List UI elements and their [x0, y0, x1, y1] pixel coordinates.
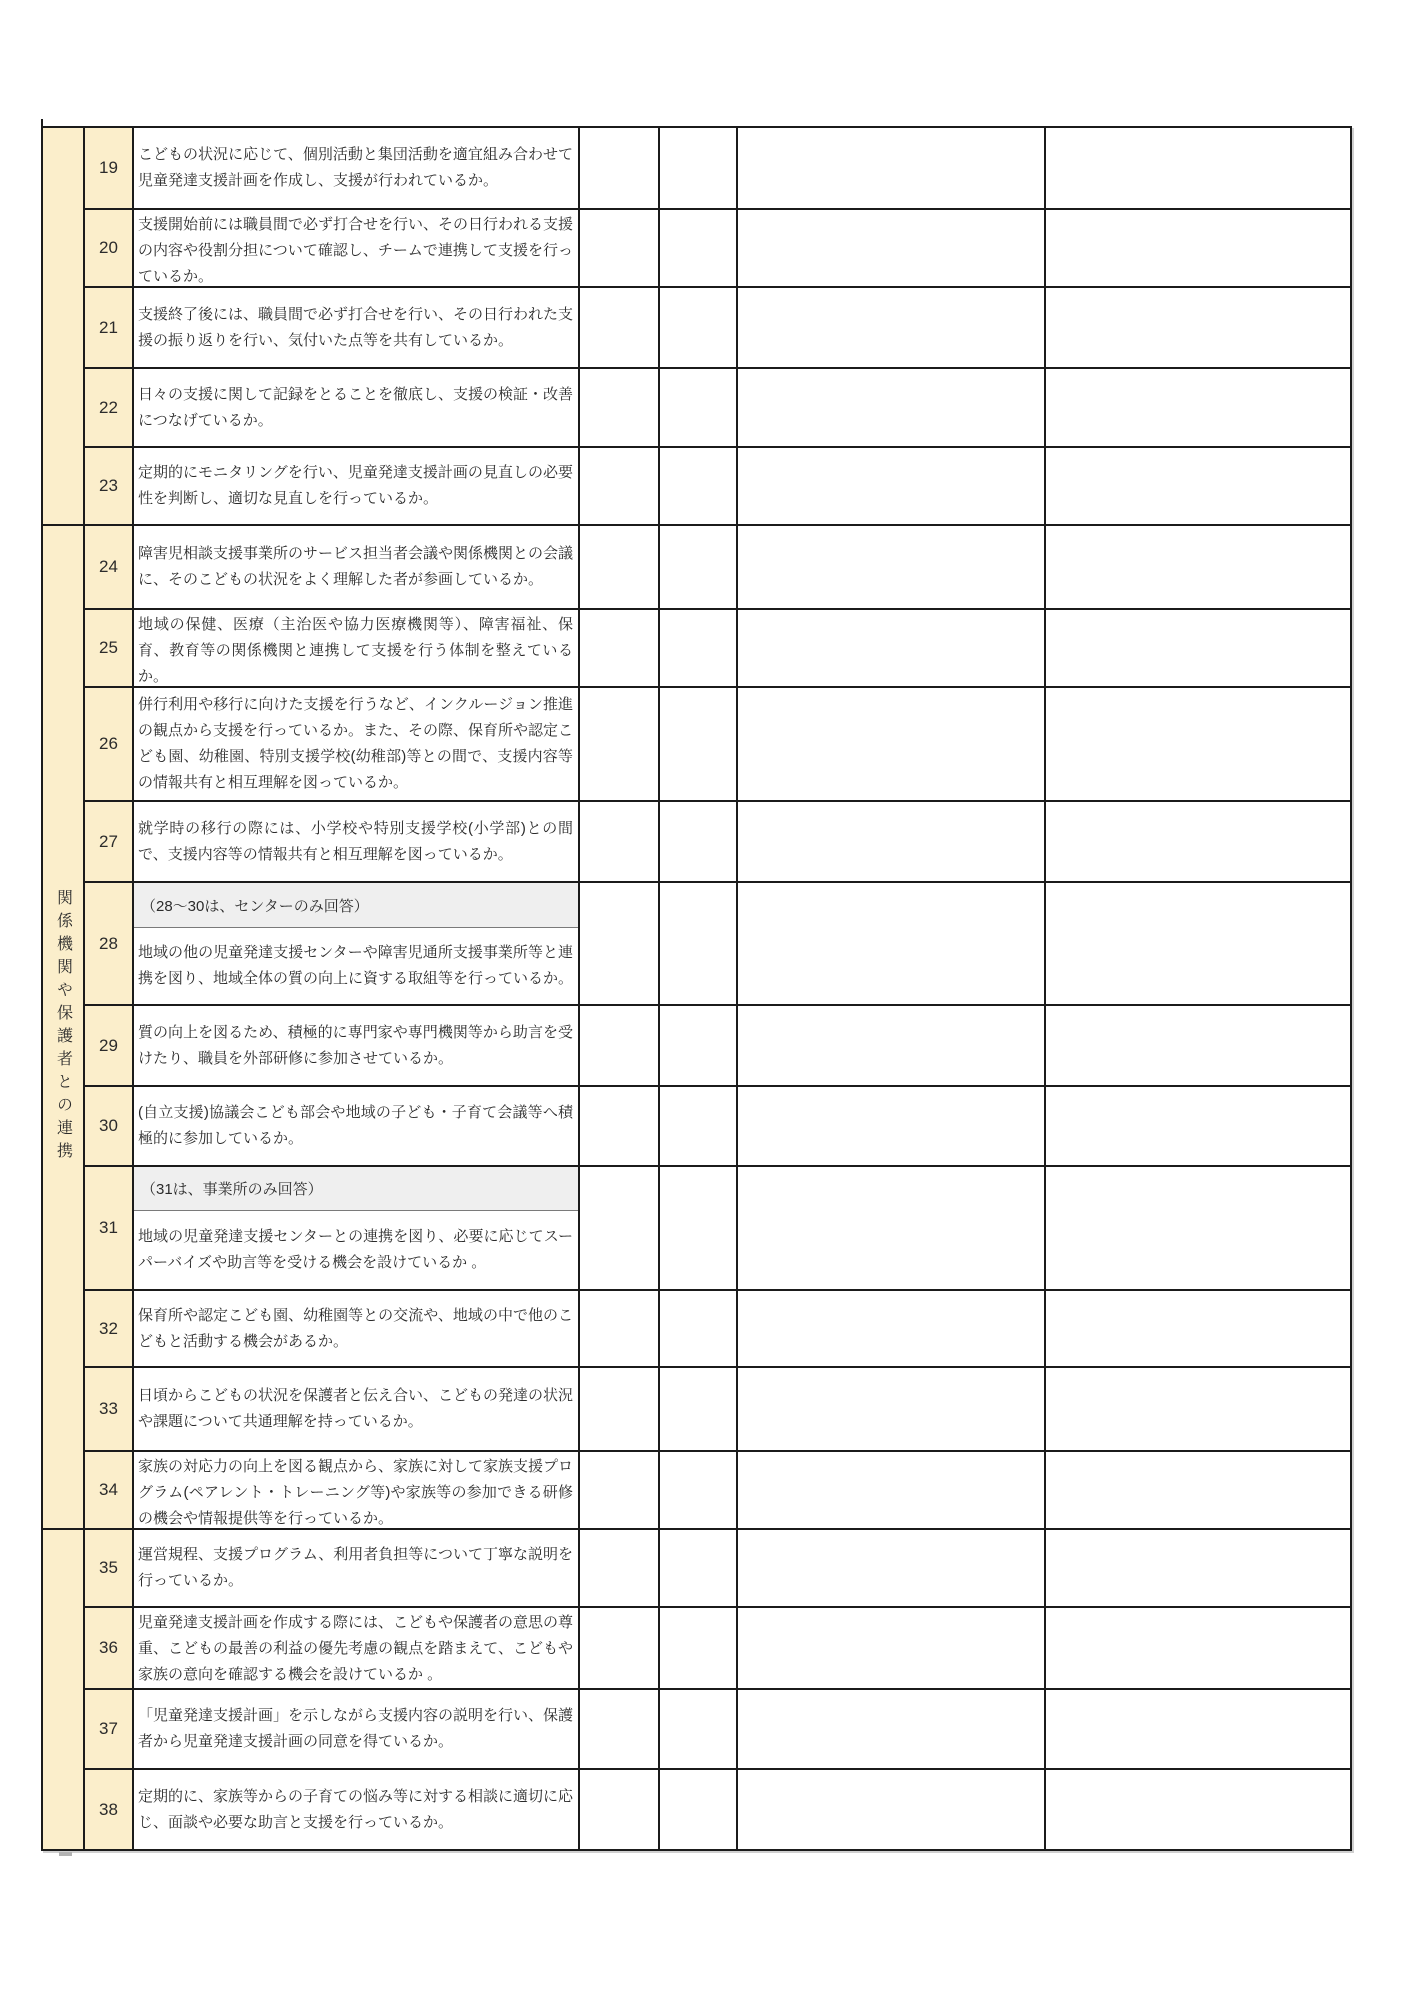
- question-cell: [134, 1452, 580, 1530]
- row-number-cell: [85, 288, 134, 369]
- category-cell: [43, 128, 85, 526]
- row-number: 35: [99, 1558, 118, 1577]
- row-number: 33: [99, 1399, 118, 1418]
- answer-cell: [1046, 688, 1352, 802]
- answer-cell: [660, 448, 738, 526]
- row-number: 24: [99, 557, 118, 576]
- row-number: 29: [99, 1035, 118, 1055]
- question-text-content: 就学時の移行の際には、小学校や特別支援学校(小学部)との間で、支援内容等の情報共有と相互理解を図っているか。: [138, 819, 573, 863]
- row-number: 36: [99, 1638, 118, 1657]
- answer-cell: [660, 1530, 738, 1608]
- answer-cell: [1046, 1770, 1352, 1851]
- answer-cell: [580, 1167, 660, 1291]
- row-number: 19: [99, 158, 118, 177]
- answer-cell: [660, 1087, 738, 1167]
- question-text-content: 定期的に、家族等からの子育ての悩み等に対する相談に適切に応じ、面談や必要な助言と支援を行っているか。: [138, 1787, 574, 1831]
- question-cell: [134, 1006, 580, 1087]
- question-text: [134, 1368, 578, 1450]
- question-cell: [134, 1530, 580, 1608]
- answer-cell: [660, 688, 738, 802]
- row-number-cell: [85, 1006, 134, 1087]
- question-cell: [134, 688, 580, 802]
- question-text: [134, 1530, 578, 1606]
- answer-cell: [580, 1530, 660, 1608]
- answer-cell: [738, 688, 1046, 802]
- row-number-cell: [85, 1530, 134, 1608]
- answer-cell: [738, 883, 1046, 1006]
- answer-cell: [1046, 210, 1352, 288]
- row-number-cell: [85, 1770, 134, 1851]
- question-text: [134, 610, 578, 688]
- question-text-content: 支援開始前には職員間で必ず打合せを行い、その日行われる支援の内容や役割分担について確認し、チームで連携して支援を行っているか。: [138, 216, 574, 285]
- question-text-content: 支援終了後には、職員間で必ず打合せを行い、その日行われた支援の振り返りを行い、気付いた点等を共有しているか。: [138, 305, 574, 349]
- answer-cell: [660, 1006, 738, 1087]
- question-text-content: (自立支援)協議会こども部会や地域の子ども・子育て会議等へ積極的に参加しているか。: [138, 1104, 573, 1147]
- answer-cell: [1046, 369, 1352, 448]
- row-number-cell: [85, 128, 134, 210]
- answer-cell: [580, 688, 660, 802]
- answer-cell: [738, 1452, 1046, 1530]
- answer-cell: [660, 526, 738, 610]
- question-cell: [134, 802, 580, 883]
- answer-cell: [738, 1368, 1046, 1452]
- question-text: [134, 802, 578, 881]
- answer-cell: [1046, 526, 1352, 610]
- answer-cell: [580, 448, 660, 526]
- question-cell: [134, 210, 580, 288]
- answer-cell: [738, 128, 1046, 210]
- question-text-content: 日々の支援に関して記録をとることを徹底し、支援の検証・改善につなげているか。: [138, 385, 574, 429]
- answer-cell: [1046, 1690, 1352, 1770]
- question-text-content: 障害児相談支援事業所のサービス担当者会議や関係機関との会議に、そのこどもの状況をよく理解した者が参画しているか。: [138, 545, 574, 588]
- question-text-content: 併行利用や移行に向けた支援を行うなど、インクルージョン推進の観点から支援を行っているか。また、その際、保育所や認定こども園、幼稚園、特別支援学校(幼稚部)等との間で、支援内容等の情報共有と相互理解を図っているか。: [138, 696, 574, 791]
- question-cell: [134, 128, 580, 210]
- answer-cell: [660, 1452, 738, 1530]
- row-number: 26: [99, 734, 118, 753]
- answer-cell: [1046, 1291, 1352, 1368]
- row-number: 32: [99, 1318, 118, 1338]
- page-break-artifact-bottom: [59, 1852, 72, 1856]
- question-text-content: 児童発達支援計画を作成する際には、こどもや保護者の意思の尊重、こどもの最善の利益の優先考慮の観点を踏まえて、こどもや家族の意向を確認する機会を設けているか 。: [138, 1614, 574, 1683]
- answer-cell: [660, 1770, 738, 1851]
- row-number-cell: [85, 448, 134, 526]
- answer-cell: [738, 802, 1046, 883]
- question-text: [134, 1770, 578, 1849]
- question-text: [134, 688, 578, 800]
- question-cell: [134, 448, 580, 526]
- question-cell: [134, 526, 580, 610]
- category-cell: [43, 526, 85, 1530]
- answer-cell: [738, 610, 1046, 688]
- answer-cell: [580, 210, 660, 288]
- row-number-cell: [85, 210, 134, 288]
- answer-cell: [580, 1690, 660, 1770]
- row-number: 27: [99, 831, 118, 851]
- question-text-content: 「児童発達支援計画」を示しながら支援内容の説明を行い、保護者から児童発達支援計画の同意を得ているか。: [138, 1707, 574, 1750]
- question-text: [134, 1087, 578, 1165]
- answer-cell: [1046, 610, 1352, 688]
- answer-cell: [580, 369, 660, 448]
- question-cell: [134, 610, 580, 688]
- question-cell: [134, 1608, 580, 1690]
- answer-cell: [738, 1608, 1046, 1690]
- question-text: [134, 369, 578, 446]
- answer-cell: [580, 1608, 660, 1690]
- answer-cell: [580, 610, 660, 688]
- answer-cell: [1046, 128, 1352, 210]
- answer-cell: [660, 610, 738, 688]
- answer-cell: [660, 369, 738, 448]
- row-number-cell: [85, 610, 134, 688]
- answer-cell: [1046, 288, 1352, 369]
- question-text: [134, 210, 578, 288]
- row-number-cell: [85, 1167, 134, 1291]
- row-number: 23: [99, 476, 118, 495]
- question-text: [134, 928, 578, 1004]
- question-cell: [134, 1690, 580, 1770]
- answer-cell: [660, 1167, 738, 1291]
- question-text-content: こどもの状況に応じて、個別活動と集団活動を適宜組み合わせて児童発達支援計画を作成し、支援が行われているか。: [138, 146, 573, 189]
- answer-cell: [580, 1770, 660, 1851]
- answer-cell: [660, 1368, 738, 1452]
- row-number-cell: [85, 1087, 134, 1167]
- answer-cell: [580, 1291, 660, 1368]
- scope-note: （31は、事業所のみ回答）: [134, 1167, 578, 1211]
- answer-cell: [580, 1006, 660, 1087]
- answer-cell: [660, 883, 738, 1006]
- answer-cell: [1046, 1006, 1352, 1087]
- question-text-content: 保育所や認定こども園、幼稚園等との交流や、地域の中で他のこどもと活動する機会があるか。: [138, 1306, 573, 1350]
- answer-cell: [580, 1087, 660, 1167]
- question-cell: [134, 1291, 580, 1368]
- question-cell: [134, 288, 580, 369]
- row-number: 25: [99, 638, 118, 657]
- answer-cell: [738, 1087, 1046, 1167]
- answer-cell: [660, 1291, 738, 1368]
- row-number-cell: [85, 883, 134, 1006]
- question-cell: [134, 1368, 580, 1452]
- row-number: 31: [99, 1218, 118, 1237]
- question-text: [134, 1608, 578, 1690]
- scope-note: （28〜30は、センターのみ回答）: [134, 883, 578, 928]
- category-cell: [43, 1530, 85, 1851]
- question-text: [134, 1211, 578, 1289]
- answer-cell: [580, 1368, 660, 1452]
- question-text-content: 日頃からこどもの状況を保護者と伝え合い、こどもの発達の状況や課題について共通理解を持っているか。: [138, 1387, 574, 1430]
- question-text-content: 質の向上を図るため、積極的に専門家や専門機関等から助言を受けたり、職員を外部研修に参加させているか。: [138, 1023, 573, 1067]
- answer-cell: [738, 1291, 1046, 1368]
- question-text: [134, 128, 578, 208]
- answer-cell: [580, 883, 660, 1006]
- question-text-content: 家族の対応力の向上を図る観点から、家族に対して家族支援プログラム(ペアレント・トレーニング等)や家族等の参加できる研修の機会や情報提供等を行っているか。: [138, 1458, 574, 1527]
- row-number-cell: [85, 369, 134, 448]
- row-number-cell: [85, 1291, 134, 1368]
- question-cell: [134, 369, 580, 448]
- question-text: [134, 448, 578, 524]
- answer-cell: [660, 210, 738, 288]
- answer-cell: [738, 1167, 1046, 1291]
- answer-cell: [580, 128, 660, 210]
- answer-cell: [738, 1530, 1046, 1608]
- row-number-cell: [85, 526, 134, 610]
- question-text-content: 地域の児童発達支援センターとの連携を図り、必要に応じてスーパーバイズや助言等を受ける機会を設けているか 。: [138, 1228, 573, 1271]
- checklist-table: [41, 126, 1352, 1851]
- row-number: 28: [99, 933, 118, 953]
- row-number-cell: [85, 1368, 134, 1452]
- question-text-content: 地域の他の児童発達支援センターや障害児通所支援事業所等と連携を図り、地域全体の質の向上に資する取組等を行っているか。: [138, 944, 574, 987]
- question-cell: [134, 1167, 580, 1291]
- category-label: 関係機関や保護者との連携: [54, 889, 72, 1165]
- answer-cell: [1046, 448, 1352, 526]
- answer-cell: [660, 288, 738, 369]
- question-text-content: 定期的にモニタリングを行い、児童発達支援計画の見直しの必要性を判断し、適切な見直しを行っているか。: [138, 464, 573, 507]
- answer-cell: [738, 448, 1046, 526]
- question-text: [134, 1690, 578, 1768]
- answer-cell: [660, 802, 738, 883]
- row-number: 21: [99, 317, 118, 337]
- question-text-content: 運営規程、支援プログラム、利用者負担等について丁寧な説明を行っているか。: [138, 1546, 574, 1589]
- row-number: 34: [99, 1480, 118, 1499]
- answer-cell: [1046, 1167, 1352, 1291]
- answer-cell: [1046, 1530, 1352, 1608]
- answer-cell: [660, 128, 738, 210]
- answer-cell: [738, 369, 1046, 448]
- answer-cell: [1046, 1368, 1352, 1452]
- answer-cell: [738, 1006, 1046, 1087]
- answer-cell: [1046, 802, 1352, 883]
- row-number-cell: [85, 1608, 134, 1690]
- answer-cell: [1046, 883, 1352, 1006]
- row-number-cell: [85, 802, 134, 883]
- row-number: 22: [99, 397, 118, 417]
- row-number: 38: [99, 1799, 118, 1819]
- answer-cell: [1046, 1608, 1352, 1690]
- answer-cell: [1046, 1452, 1352, 1530]
- row-number-cell: [85, 1690, 134, 1770]
- row-number: 30: [99, 1116, 118, 1135]
- answer-cell: [738, 288, 1046, 369]
- question-cell: [134, 1087, 580, 1167]
- answer-cell: [738, 526, 1046, 610]
- answer-cell: [660, 1608, 738, 1690]
- row-number-cell: [85, 688, 134, 802]
- question-text: [134, 1006, 578, 1085]
- question-text: [134, 1291, 578, 1366]
- answer-cell: [580, 1452, 660, 1530]
- answer-cell: [580, 288, 660, 369]
- answer-cell: [738, 1770, 1046, 1851]
- question-text: [134, 288, 578, 367]
- question-text-content: 地域の保健、医療（主治医や協力医療機関等）、障害福祉、保育、教育等の関係機関と連携して支援を行う体制を整えているか。: [138, 616, 573, 685]
- row-number: 37: [99, 1719, 118, 1738]
- answer-cell: [738, 210, 1046, 288]
- answer-cell: [660, 1690, 738, 1770]
- question-cell: [134, 883, 580, 1006]
- row-number: 20: [99, 238, 118, 257]
- page-break-artifact-top: [41, 119, 43, 126]
- question-text: [134, 526, 578, 608]
- answer-cell: [580, 526, 660, 610]
- question-text: [134, 1452, 578, 1530]
- question-cell: [134, 1770, 580, 1851]
- answer-cell: [1046, 1087, 1352, 1167]
- row-number-cell: [85, 1452, 134, 1530]
- answer-cell: [580, 802, 660, 883]
- answer-cell: [738, 1690, 1046, 1770]
